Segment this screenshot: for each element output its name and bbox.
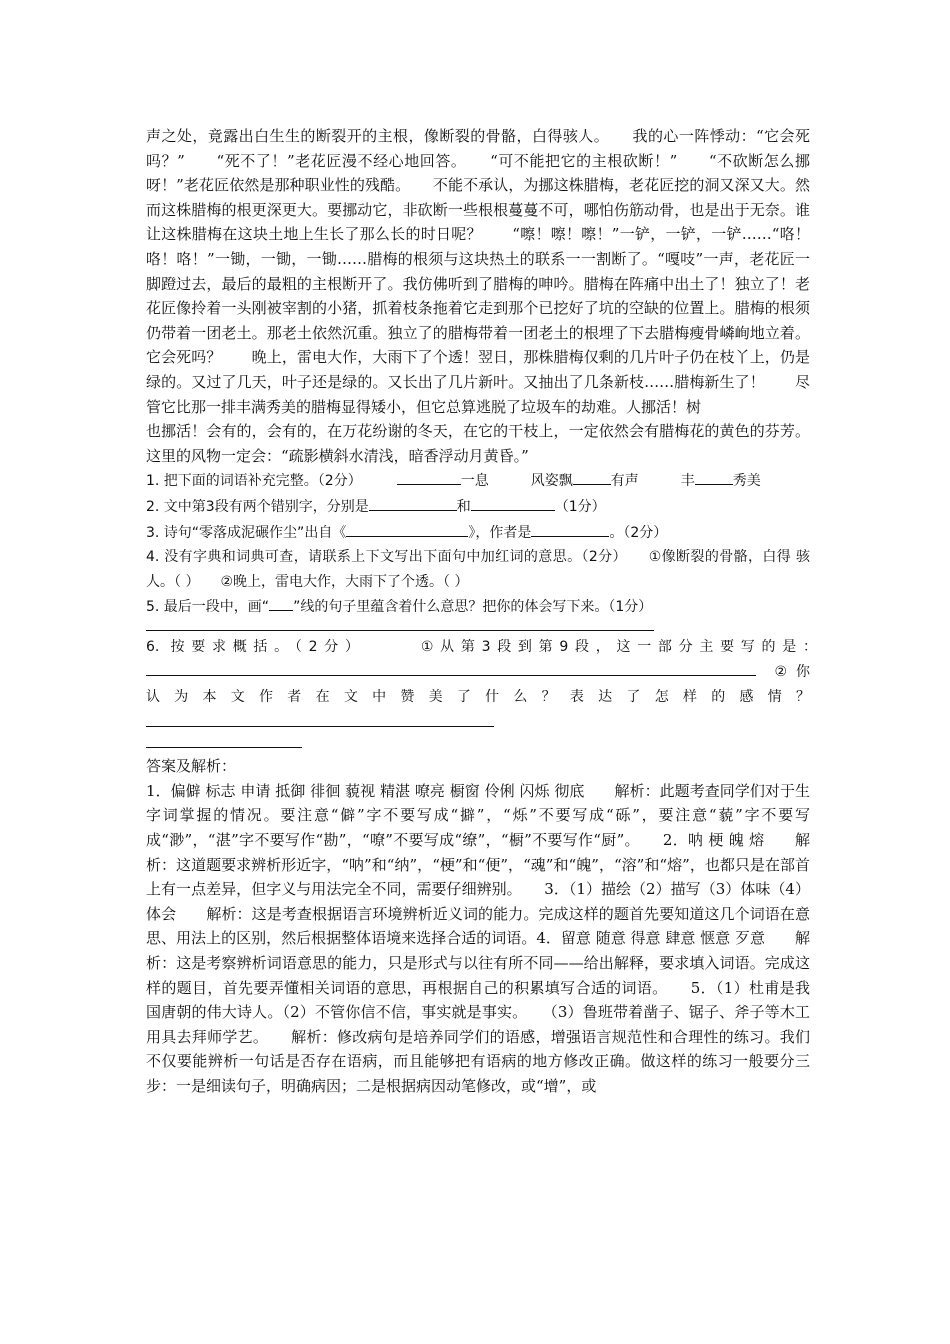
document-page [146,124,810,1099]
answer-blank[interactable] [397,468,461,485]
answer-line[interactable] [146,630,654,631]
answer-blank[interactable] [725,468,733,485]
answer-blank[interactable] [346,520,468,537]
answer-line[interactable] [146,747,302,748]
answer-blank[interactable] [471,494,555,511]
underline-marker [269,594,293,611]
question-6: 6. 按要求概括。（2分） ①从第3段到第9段，这一部分主要写的是： ② 你认为本文作者在文中赞美了什么？表达了怎样的感情？ [146,635,810,735]
question-4: 4. 没有字典和词典可查，请联系上下文写出下面句中加红词的意思。（2分） ①像断裂的骨骼，白得 骇人。（ ） ②晚上，雷电大作，大雨下了个透。（ ） [146,549,810,590]
question-1: 1. 把下面的词语补充完整。（2分） 一息 风姿飘 有声 丰 秀美 [146,468,810,494]
passage-paragraph: 也挪活！会有的，会有的，在万花纷谢的冬天，在它的干枝上，一定依然会有腊梅花的黄色的芬芳。这里的风物一定会：“疏影横斜水清浅，暗香浮动月黄昏。” [146,422,810,465]
question-3: 3. 诗句“零落成泥碾作尘”出自《 》，作者是 。（2分） [146,520,810,546]
answer-blank[interactable] [573,468,611,485]
question-5: 5. 最后一段中，画“ ”线的句子里蕴含着什么意思？把你的体会写下来。（1分） [146,594,810,620]
answers-body: 1．偏僻 标志 申请 抵御 徘徊 藐视 精湛 嘹亮 橱窗 伶俐 闪烁 彻底 解析：此题考查同学们对于生字词掌握的情况。要注意“僻”字不要写成“擗”，“烁”不要写成“砾”，要注意“藐”字不要写成“渺”，“湛”字不要写作“勘”，“嘹”不要写成“缭”，“橱”不要写作“厨”。 2．呐 梗 魄 熔 解析：这道题要求辨析形近字，“呐”和“纳”，“梗”和“便”，“魂”和“魄”，“溶”和“熔”，也都只是在部首上有一点差异，但字义与用法完全不同，需要仔细辨别。 3．（1）描绘（2）描写（3）体味（4）体会 解析：这是考查根据语言环境辨析近义词的能力。完成这样的题首先要知道这几个词语在意思、用法上的区别，然后根据整体语境来选择合适的词语。4．留意 随意 得意 肆意 惬意 歹意 解析：这是考察辨析词语意思的能力，只是形式与以往有所不同——给出解释，要求填入词语。完成这样的题目，首先要弄懂相关词语的意思，再根据自己的积累填写合适的词语。 5．（1）杜甫是我国唐朝的伟大诗人。（2）不管你信不信，事实就是事实。 （3）鲁班带着凿子、锯子、斧子等木工用具去拜师学艺。 解析：修改病句是培养同学们的语感，增强语言规范性和合理性的练习。我们不仅要能辨析一句话是否存在语病，而且能够把有语病的地方修改正确。做这样的练习一般要分三步：一是细读句子，明确病因；二是根据病因动笔修改，或“增”，或 [146,781,810,1095]
answer-blank[interactable] [146,659,756,676]
answer-blank[interactable] [695,468,725,485]
answer-blank[interactable] [146,710,494,727]
answer-blank[interactable] [369,494,457,511]
answers-heading: 答案及解析： [146,757,237,776]
question-2: 2. 文中第3段有两个错别字，分别是 和 （1分） [146,494,810,520]
passage-paragraph: 声之处，竟露出白生生的断裂开的主根，像断裂的骨骼，白得骇人。 我的心一阵悸动：“它会死吗？” “死不了！”老花匠漫不经心地回答。 “可不能把它的主根砍断！” “不砍断怎么挪呀！”老花匠依然是那种职业性的残酷。 不能不承认，为挪这株腊梅，老花匠挖的洞又深又大。然而这株腊梅的根更深更大。要挪动它，非砍断一些根根蔓蔓不可，哪怕伤筋动骨，也是出于无奈。谁让这株腊梅在这块土地上生长了那么长的时日呢？ “嚓！嚓！嚓！”一铲，一铲，一铲……“咯！咯！咯！”一锄，一锄，一锄……腊梅的根须与这块热土的联系一一割断了。“嘎吱”一声，老花匠一脚蹬过去，最后的最粗的主根断开了。我仿佛听到了腊梅的呻吟。腊梅在阵痛中出土了！独立了！老花匠像拎着一头刚被宰割的小猪，抓着枝条拖着它走到那个已挖好了坑的空缺的位置上。腊梅的根须仍带着一团老土。那老土依然沉重。独立了的腊梅带着一团老土的根埋了下去腊梅瘦骨嶙峋地立着。它会死吗？ 晚上，雷电大作，大雨下了个透！翌日，那株腊梅仅剩的几片叶子仍在枝丫上，仍是绿的。又过了几天，叶子还是绿的。又长出了几片新叶。又抽出了几条新枝……腊梅新生了！ 尽管它比那一排丰满秀美的腊梅显得矮小，但它总算逃脱了垃圾车的劫难。人挪活！树 [146,127,810,416]
answer-blank[interactable] [531,520,609,537]
